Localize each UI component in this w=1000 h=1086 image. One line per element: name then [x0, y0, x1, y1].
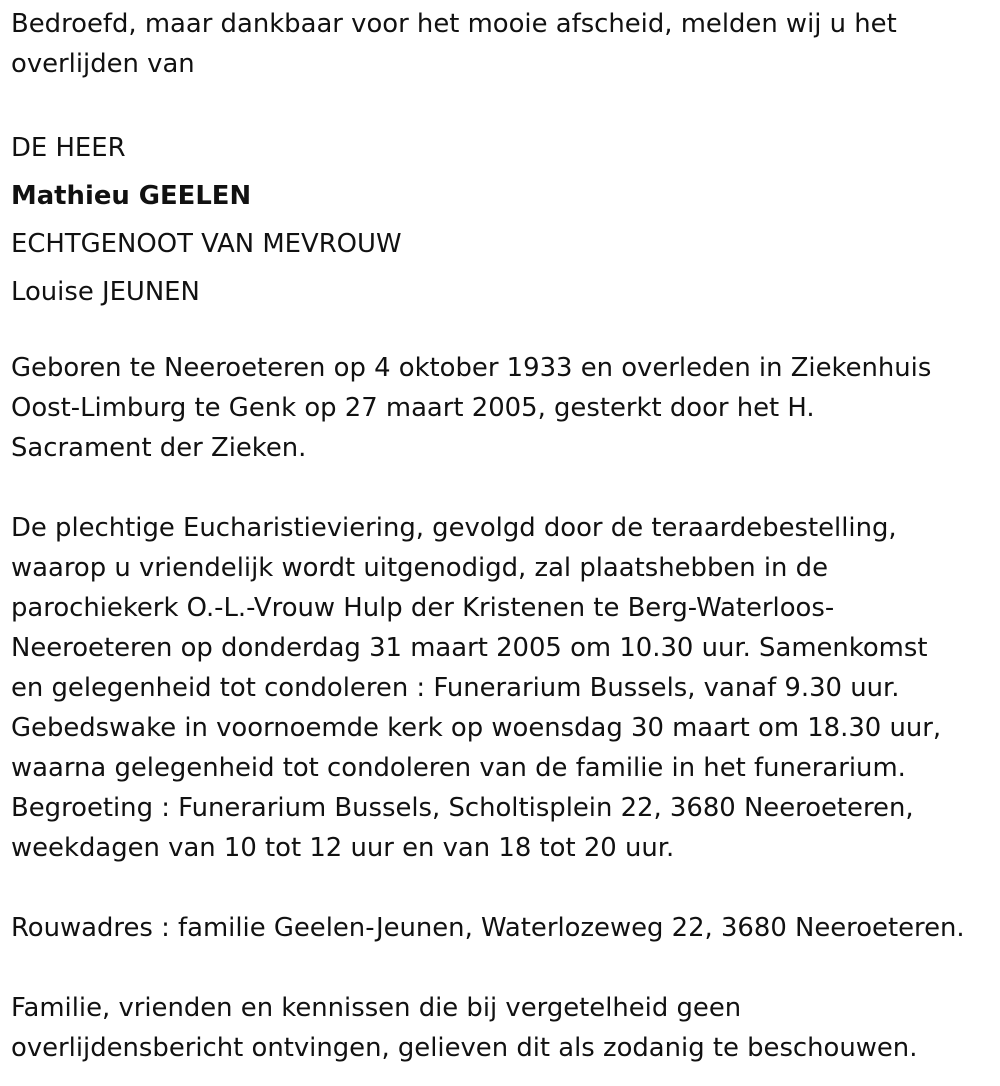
- deceased-block: [11, 124, 996, 316]
- ceremony-paragraph: [11, 508, 996, 868]
- deceased-title: DE HEER: [11, 133, 126, 163]
- closing-line: overlijdensbericht ontvingen, gelieven dit als zodanig te beschouwen.: [11, 1033, 918, 1063]
- closing-line: Familie, vrienden en kennissen die bij vergetelheid geen: [11, 993, 742, 1023]
- closing-paragraph: [11, 988, 996, 1068]
- mourning-address: Rouwadres : familie Geelen-Jeunen, Waterlozeweg 22, 3680 Neeroeteren.: [11, 913, 965, 943]
- address-paragraph: [11, 908, 996, 948]
- birth-death-line: Oost-Limburg te Genk op 27 maart 2005, gesterkt door het H.: [11, 393, 815, 423]
- spouse-name: Louise JEUNEN: [11, 277, 200, 307]
- birth-death-paragraph: [11, 348, 996, 468]
- intro-line: Bedroefd, maar dankbaar voor het mooie afscheid, melden wij u het: [11, 9, 897, 39]
- ceremony-line: en gelegenheid tot condoleren : Funerarium Bussels, vanaf 9.30 uur.: [11, 673, 900, 703]
- ceremony-line: Neeroeteren op donderdag 31 maart 2005 om 10.30 uur. Samenkomst: [11, 633, 928, 663]
- ceremony-line: Gebedswake in voornoemde kerk op woensdag 30 maart om 18.30 uur,: [11, 713, 942, 743]
- death-notice: [11, 4, 996, 1068]
- deceased-relation: ECHTGENOOT VAN MEVROUW: [11, 229, 402, 259]
- ceremony-line: waarna gelegenheid tot condoleren van de familie in het funerarium.: [11, 753, 906, 783]
- ceremony-line: parochiekerk O.-L.-Vrouw Hulp der Kristenen te Berg-Waterloos-: [11, 593, 835, 623]
- ceremony-line: weekdagen van 10 tot 12 uur en van 18 tot 20 uur.: [11, 833, 675, 863]
- birth-death-line: Sacrament der Zieken.: [11, 433, 307, 463]
- ceremony-line: Begroeting : Funerarium Bussels, Scholtisplein 22, 3680 Neeroeteren,: [11, 793, 914, 823]
- birth-death-line: Geboren te Neeroeteren op 4 oktober 1933 en overleden in Ziekenhuis: [11, 353, 932, 383]
- intro-line: overlijden van: [11, 49, 195, 79]
- ceremony-line: waarop u vriendelijk wordt uitgenodigd, zal plaatshebben in de: [11, 553, 828, 583]
- ceremony-line: De plechtige Eucharistieviering, gevolgd door de teraardebestelling,: [11, 513, 897, 543]
- intro-paragraph: [11, 4, 996, 84]
- deceased-name: Mathieu GEELEN: [11, 181, 252, 211]
